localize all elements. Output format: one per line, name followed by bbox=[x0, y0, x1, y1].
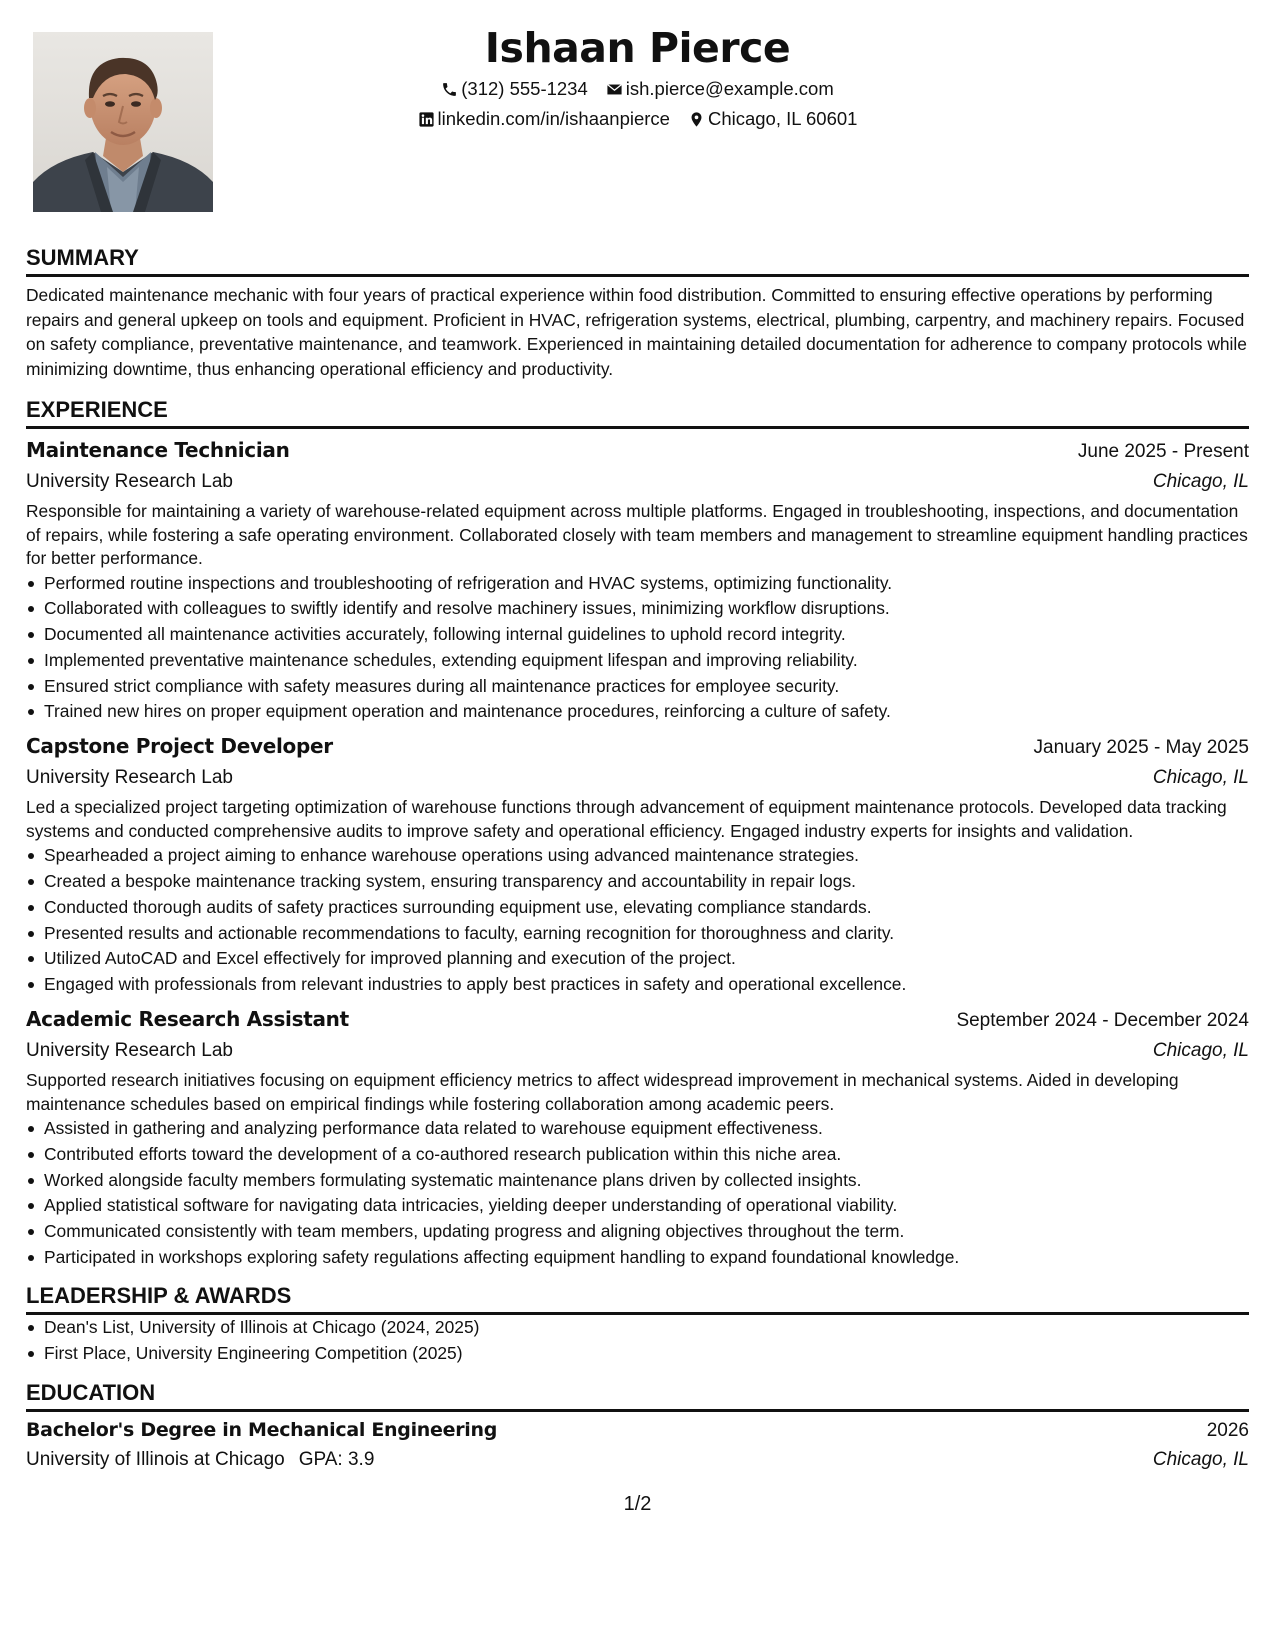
list-item: Dean's List, University of Illinois at Chicago (2024, 2025) bbox=[44, 1315, 1249, 1341]
list-item: Created a bespoke maintenance tracking system, ensuring transparency and accountability in repair logs. bbox=[44, 869, 1249, 895]
job-bullets bbox=[26, 571, 1249, 726]
list-item: Applied statistical software for navigating data intricacies, yielding deeper understanding of operational viability. bbox=[44, 1193, 1249, 1219]
contact-email[interactable] bbox=[606, 74, 834, 104]
job-org-row bbox=[26, 1036, 1249, 1066]
contact-location bbox=[688, 104, 857, 134]
email-text: ish.pierce@example.com bbox=[625, 78, 834, 99]
contact-phone[interactable] bbox=[441, 74, 588, 104]
phone-icon bbox=[441, 81, 458, 98]
list-item: Ensured strict compliance with safety measures during all maintenance practices for employee security. bbox=[44, 674, 1249, 700]
list-item: Conducted thorough audits of safety practices surrounding equipment use, elevating compliance standards. bbox=[44, 895, 1249, 921]
envelope-icon bbox=[606, 81, 623, 98]
education-section bbox=[26, 1378, 1249, 1475]
job-organization: University Research Lab bbox=[26, 767, 233, 789]
list-item: Assisted in gathering and analyzing performance data related to warehouse equipment effectiveness. bbox=[44, 1116, 1249, 1142]
job-header-row bbox=[26, 1004, 1249, 1036]
summary-heading: SUMMARY bbox=[26, 243, 1249, 277]
job-dates: September 2024 - December 2024 bbox=[956, 1010, 1249, 1032]
job-bullets bbox=[26, 1116, 1249, 1271]
list-item: Performed routine inspections and troubleshooting of refrigeration and HVAC systems, optimizing functionality. bbox=[44, 571, 1249, 597]
job-bullets bbox=[26, 843, 1249, 998]
experience-heading: EXPERIENCE bbox=[26, 395, 1249, 429]
job-description: Supported research initiatives focusing on equipment efficiency metrics to affect widespread improvement in mechanical systems. Aided in developing maintenance schedules based on empirical findings while fostering collaboration among academic peers. bbox=[26, 1070, 1179, 1114]
awards-list bbox=[26, 1315, 1249, 1367]
education-header-row bbox=[26, 1416, 1249, 1445]
linkedin-icon bbox=[418, 111, 435, 128]
map-pin-icon bbox=[688, 111, 705, 128]
list-item: Worked alongside faculty members formulating systematic maintenance plans driven by collected insights. bbox=[44, 1168, 1249, 1194]
linkedin-text: linkedin.com/in/ishaanpierce bbox=[437, 108, 670, 129]
job-title: Capstone Project Developer bbox=[26, 734, 333, 759]
job-dates: June 2025 - Present bbox=[1077, 441, 1249, 462]
list-item: Utilized AutoCAD and Excel effectively for improved planning and execution of the project. bbox=[44, 946, 1249, 972]
experience-section bbox=[26, 395, 1249, 1271]
list-item: Contributed efforts toward the development of a co-authored research publication within this niche area. bbox=[44, 1142, 1249, 1168]
list-item: First Place, University Engineering Competition (2025) bbox=[44, 1341, 1249, 1367]
education-gpa: GPA: 3.9 bbox=[298, 1449, 375, 1471]
list-item: Documented all maintenance activities accurately, following internal guidelines to uphold record integrity. bbox=[44, 622, 1249, 648]
list-item: Engaged with professionals from relevant industries to apply best practices in safety and operational excellence. bbox=[44, 972, 1249, 998]
job-description: Led a specialized project targeting optimization of warehouse functions through advancement of equipment maintenance protocols. Developed data tracking systems and conducted comprehensive audits to improve safety and operational efficiency. Engaged industry experts for insights and validation. bbox=[26, 797, 1227, 841]
job-location: Chicago, IL bbox=[1152, 1040, 1249, 1062]
contact-line-1 bbox=[240, 74, 1035, 104]
education-year: 2026 bbox=[1206, 1420, 1249, 1442]
education-school-row bbox=[26, 1445, 1249, 1475]
resume-header bbox=[240, 22, 1035, 134]
contact-linkedin[interactable] bbox=[418, 104, 670, 134]
job-entry bbox=[26, 1004, 1249, 1271]
job-title: Academic Research Assistant bbox=[26, 1007, 349, 1032]
list-item: Spearheaded a project aiming to enhance warehouse operations using advanced maintenance strategies. bbox=[44, 843, 1249, 869]
resume-content bbox=[26, 243, 1249, 1481]
job-organization: University Research Lab bbox=[26, 471, 233, 492]
job-dates: January 2025 - May 2025 bbox=[1033, 737, 1249, 759]
job-organization: University Research Lab bbox=[26, 1040, 233, 1062]
education-school: University of Illinois at Chicago bbox=[26, 1449, 285, 1471]
job-org-row bbox=[26, 467, 1249, 497]
page-number: 1/2 bbox=[623, 1493, 652, 1515]
job-title: Maintenance Technician bbox=[26, 438, 290, 462]
education-school-line bbox=[26, 1446, 374, 1474]
summary-text: Dedicated maintenance mechanic with four years of practical experience within food distribution. Committed to ensuring effective operations by performing repairs and general upkeep on tools and equipment. Proficient in HVAC, refrigeration systems, electrical, plumbing, carpentry, and machinery repairs. Focused on safety compliance, preventative maintenance, and teamwork. Experienced in maintaining detailed documentation for adherence to company protocols while minimizing downtime, thus enhancing operational efficiency and productivity. bbox=[26, 285, 1247, 379]
list-item: Communicated consistently with team members, updating progress and aligning objectives throughout the term. bbox=[44, 1219, 1249, 1245]
job-location: Chicago, IL bbox=[1152, 767, 1249, 789]
list-item: Presented results and actionable recommendations to faculty, earning recognition for thoroughness and clarity. bbox=[44, 921, 1249, 947]
job-org-row bbox=[26, 763, 1249, 793]
awards-heading: LEADERSHIP & AWARDS bbox=[26, 1281, 1249, 1315]
job-entry bbox=[26, 731, 1249, 998]
list-item: Implemented preventative maintenance schedules, extending equipment lifespan and improving reliability. bbox=[44, 648, 1249, 674]
job-header-row bbox=[26, 731, 1249, 763]
education-degree: Bachelor's Degree in Mechanical Engineering bbox=[26, 1419, 498, 1442]
profile-photo bbox=[33, 32, 213, 212]
awards-section bbox=[26, 1281, 1249, 1367]
job-header-row bbox=[26, 435, 1249, 467]
phone-text: (312) 555-1234 bbox=[461, 78, 588, 99]
job-location: Chicago, IL bbox=[1152, 471, 1249, 492]
list-item: Participated in workshops exploring safety regulations affecting equipment handling to expand foundational knowledge. bbox=[44, 1245, 1249, 1271]
list-item: Collaborated with colleagues to swiftly identify and resolve machinery issues, minimizing workflow disruptions. bbox=[44, 596, 1249, 622]
summary-section bbox=[26, 243, 1249, 381]
education-heading: EDUCATION bbox=[26, 1378, 1249, 1412]
job-entry bbox=[26, 435, 1249, 725]
job-description: Responsible for maintaining a variety of warehouse-related equipment across multiple platforms. Engaged in troubleshooting, inspections, and documentation of repairs, while fostering a safe operating environment. Collaborated closely with team members and management to streamline equipment handling practices for better performance. bbox=[26, 501, 1248, 568]
contact-line-2 bbox=[240, 104, 1035, 134]
education-location: Chicago, IL bbox=[1152, 1449, 1249, 1471]
location-text: Chicago, IL 60601 bbox=[707, 108, 858, 129]
list-item: Trained new hires on proper equipment operation and maintenance procedures, reinforcing a culture of safety. bbox=[44, 699, 1249, 725]
candidate-name: Ishaan Pierce bbox=[484, 24, 791, 72]
